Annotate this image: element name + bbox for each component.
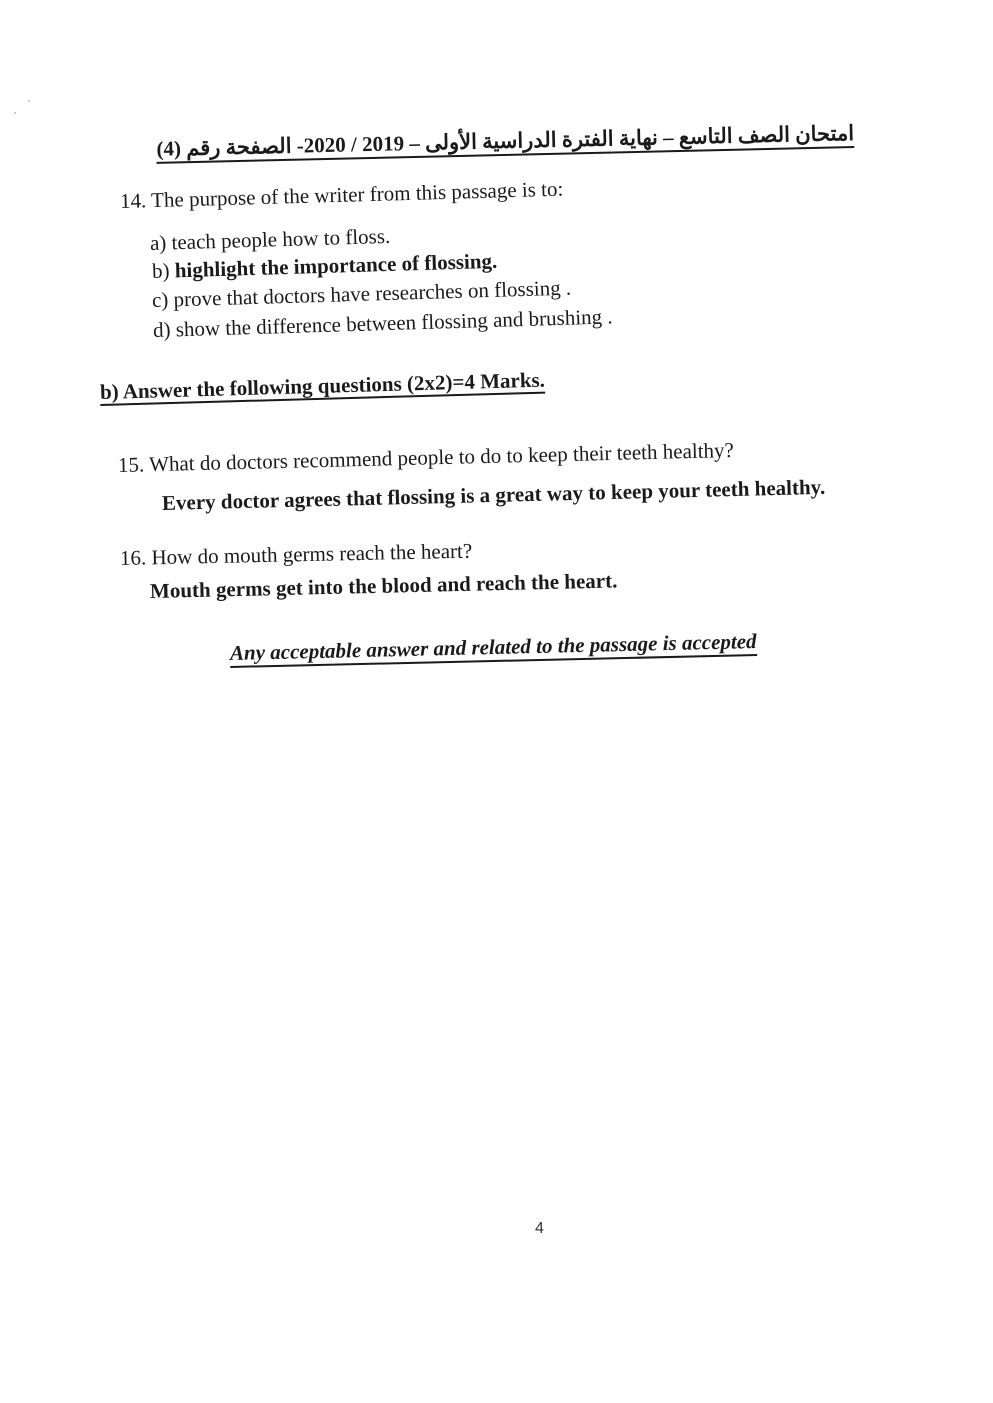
option-text-correct: highlight the importance of flossing. [174, 248, 498, 283]
question-text: The purpose of the writer from this passage is to: [150, 176, 564, 213]
answer-15: Every doctor agrees that flossing is a great way to keep your teeth healthy. [161, 474, 826, 515]
question-16 [120, 538, 473, 571]
page-header [150, 118, 854, 164]
option-label: b) [151, 258, 170, 283]
scan-speck [14, 112, 16, 114]
answer-16: Mouth germs get into the blood and reach the heart. [149, 568, 618, 603]
question-text: How do mouth germs reach the heart? [151, 538, 473, 570]
question-number: 16. [119, 545, 147, 570]
option-text: prove that doctors have researches on flossing . [173, 275, 572, 312]
option-label: d) [152, 317, 171, 342]
question-text: What do doctors recommend people to do to keep their teeth healthy? [148, 437, 735, 477]
marking-note: Any acceptable answer and related to the passage is accepted [230, 628, 757, 668]
option-label: c) [151, 287, 169, 312]
scan-speck [28, 100, 30, 102]
section-b-heading [100, 366, 546, 406]
question-14 [120, 176, 564, 214]
option-label: a) [149, 230, 167, 255]
page-number: 4 [535, 1220, 544, 1237]
question-number: 15. [117, 452, 145, 477]
header-text: امتحان الصف التاسع – نهاية الفترة الدراسية الأولى – 2019 / 2020- الصفحة رقم (4) [156, 121, 854, 164]
section-b-title: b) Answer the following questions (2x2)=4 Marks. [99, 367, 546, 404]
option-text: teach people how to floss. [171, 223, 391, 255]
question-15 [118, 437, 734, 478]
question-number: 14. [119, 188, 147, 213]
option-text: show the difference between flossing and brushing . [175, 304, 613, 342]
